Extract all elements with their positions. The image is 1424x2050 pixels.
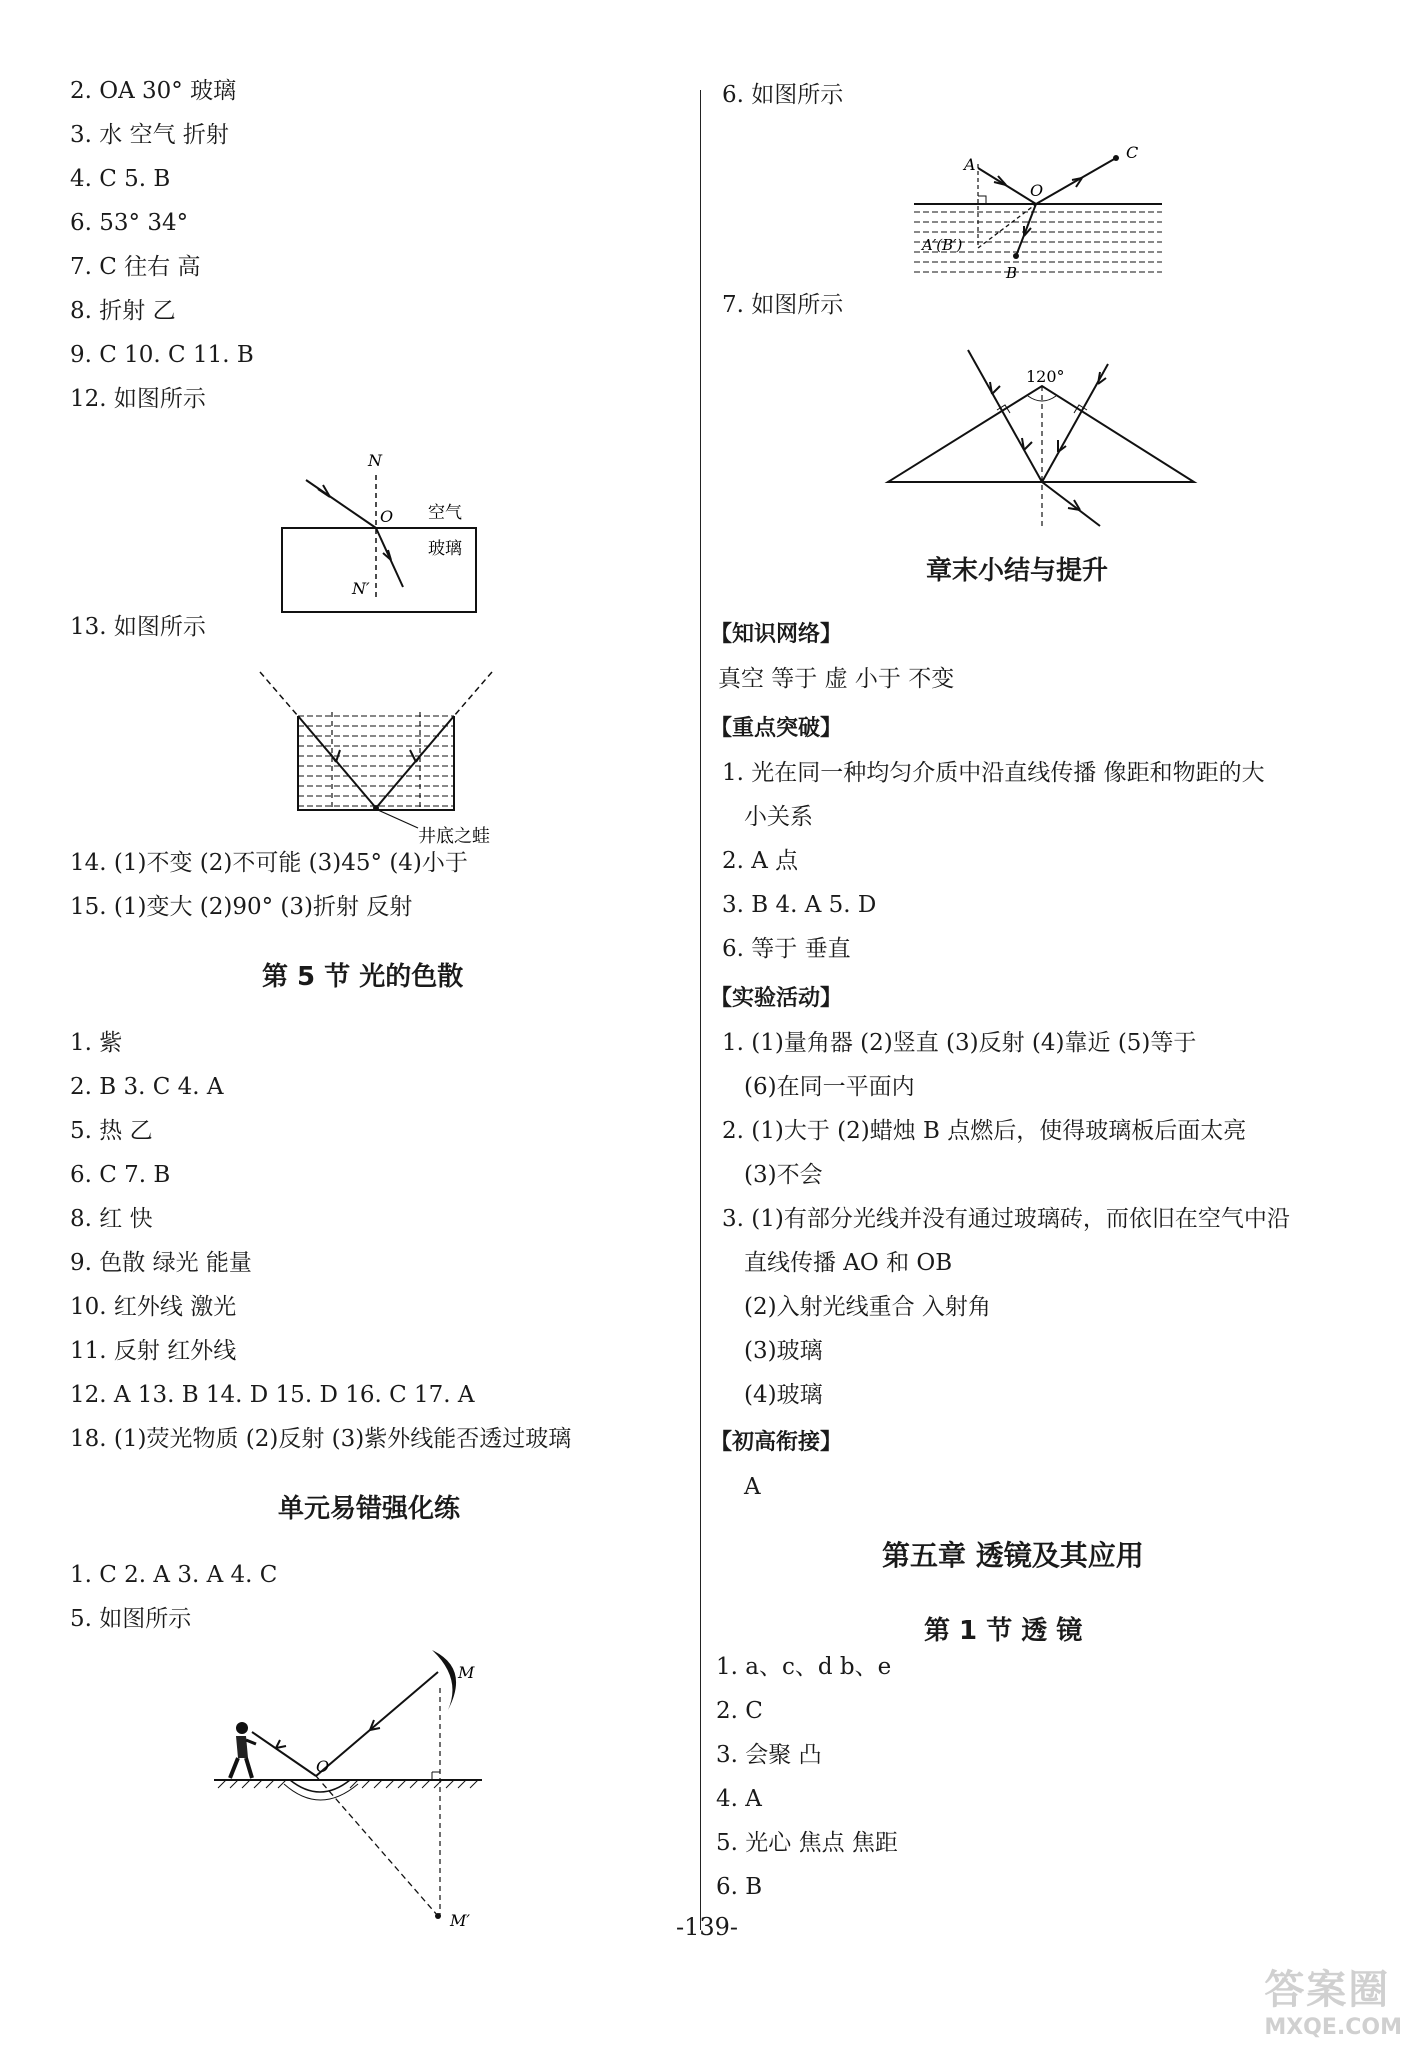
answer-line: 9. 色散 绿光 能量 <box>70 1250 252 1276</box>
label-120: 120° <box>1026 367 1065 386</box>
answer-line: 1. 光在同一种均匀介质中沿直线传播 像距和物距的大 <box>722 760 1265 786</box>
answer-line: 3. 水 空气 折射 <box>70 122 229 148</box>
answer-line: 18. (1)荧光物质 (2)反射 (3)紫外线能否透过玻璃 <box>70 1426 572 1452</box>
label-o: O <box>380 507 394 526</box>
label-a: A <box>964 155 976 174</box>
answer-line: 6. 53° 34° <box>70 210 189 236</box>
answer-line: 小关系 <box>744 804 813 830</box>
answer-line: 12. 如图所示 <box>70 386 206 412</box>
answer-line: 5. 如图所示 <box>70 1606 192 1632</box>
answer-line: 6. 等于 垂直 <box>722 936 851 962</box>
answer-line: (6)在同一平面内 <box>744 1074 915 1100</box>
answer-line: 1. 紫 <box>70 1030 123 1056</box>
label-a-b-prime: A′(B′) <box>922 236 963 254</box>
answer-line: 1. (1)量角器 (2)竖直 (3)反射 (4)靠近 (5)等于 <box>722 1030 1197 1056</box>
answer-line: 6. C 7. B <box>70 1162 171 1188</box>
answer-line: A <box>744 1474 761 1500</box>
answer-line: 7. 如图所示 <box>722 292 844 318</box>
section-heading: 第 5 节 光的色散 <box>262 962 464 992</box>
answer-line: 3. 会聚 凸 <box>716 1742 822 1768</box>
answer-line: (3)玻璃 <box>744 1338 823 1364</box>
answer-line: 10. 红外线 激光 <box>70 1294 237 1320</box>
answer-line: 14. (1)不变 (2)不可能 (3)45° (4)小于 <box>70 850 468 876</box>
answer-line: 12. A 13. B 14. D 15. D 16. C 17. A <box>70 1382 475 1408</box>
label-c: C <box>1126 143 1139 162</box>
answer-line: 1. a、c、d b、e <box>716 1654 892 1680</box>
figure-5-moon-reflection <box>210 1648 510 1938</box>
watermark-cn: 答案圈 <box>1264 1967 1391 2013</box>
figure-6-water-reflection <box>912 138 1172 298</box>
answer-line: (4)玻璃 <box>744 1382 823 1408</box>
watermark <box>1264 1958 1402 2040</box>
subsection-tag: 【初高衔接】 <box>710 1430 843 1455</box>
answer-line: 2. (1)大于 (2)蜡烛 B 点燃后，使得玻璃板后面太亮 <box>722 1118 1247 1144</box>
figure-13-frog-in-well <box>250 668 530 848</box>
section-heading: 章末小结与提升 <box>926 556 1109 586</box>
subsection-tag: 【实验活动】 <box>710 986 843 1011</box>
answer-line: 4. A <box>716 1786 762 1812</box>
label-o: O <box>1030 181 1044 200</box>
answer-line: 真空 等于 虚 小于 不变 <box>718 666 955 692</box>
subsection-tag: 【重点突破】 <box>710 716 843 741</box>
label-n-prime: N′ <box>352 579 370 598</box>
answer-line: 6. B <box>716 1874 763 1900</box>
answer-line: (3)不会 <box>744 1162 823 1188</box>
chapter-heading: 第五章 透镜及其应用 <box>882 1539 1144 1572</box>
section-heading: 第 1 节 透 镜 <box>924 1616 1083 1646</box>
answer-line: 6. 如图所示 <box>722 82 844 108</box>
label-m: M <box>458 1663 475 1682</box>
column-divider <box>700 90 701 1930</box>
answer-line: 2. C <box>716 1698 763 1724</box>
answer-line: 11. 反射 红外线 <box>70 1338 237 1364</box>
watermark-url: MXQE.COM <box>1264 2015 1402 2040</box>
label-b: B <box>1006 264 1018 282</box>
answer-line: 2. OA 30° 玻璃 <box>70 78 237 104</box>
answer-line: 3. (1)有部分光线并没有通过玻璃砖，而依旧在空气中沿 <box>722 1206 1290 1232</box>
answer-line: 15. (1)变大 (2)90° (3)折射 反射 <box>70 894 413 920</box>
answer-line: 8. 红 快 <box>70 1206 153 1232</box>
answer-line: 5. 光心 焦点 焦距 <box>716 1830 898 1856</box>
label-n: N <box>368 451 382 470</box>
answer-line: 8. 折射 乙 <box>70 298 176 324</box>
answer-line: 3. B 4. A 5. D <box>722 892 877 918</box>
label-o: O <box>316 1757 330 1776</box>
label-glass: 玻璃 <box>428 539 462 559</box>
answer-line: (2)入射光线重合 入射角 <box>744 1294 991 1320</box>
answer-line: 13. 如图所示 <box>70 614 206 640</box>
answer-line: 4. C 5. B <box>70 166 171 192</box>
answer-line: 2. A 点 <box>722 848 799 874</box>
label-frog: 井底之蛙 <box>418 826 490 847</box>
page-number: -139- <box>676 1913 739 1941</box>
figure-7-prism <box>880 350 1200 535</box>
moon-icon <box>432 1650 456 1710</box>
section-heading: 单元易错强化练 <box>278 1494 461 1524</box>
answer-line: 直线传播 AO 和 OB <box>744 1250 953 1276</box>
answer-line: 7. C 往右 高 <box>70 254 201 280</box>
answer-line: 5. 热 乙 <box>70 1118 153 1144</box>
figure-12-refraction <box>270 450 490 620</box>
label-m-prime: M′ <box>450 1911 471 1930</box>
person-icon <box>230 1722 256 1778</box>
answer-line: 2. B 3. C 4. A <box>70 1074 224 1100</box>
answer-line: 1. C 2. A 3. A 4. C <box>70 1562 278 1588</box>
answer-line: 9. C 10. C 11. B <box>70 342 254 368</box>
subsection-tag: 【知识网络】 <box>710 622 843 647</box>
label-air: 空气 <box>428 503 462 523</box>
